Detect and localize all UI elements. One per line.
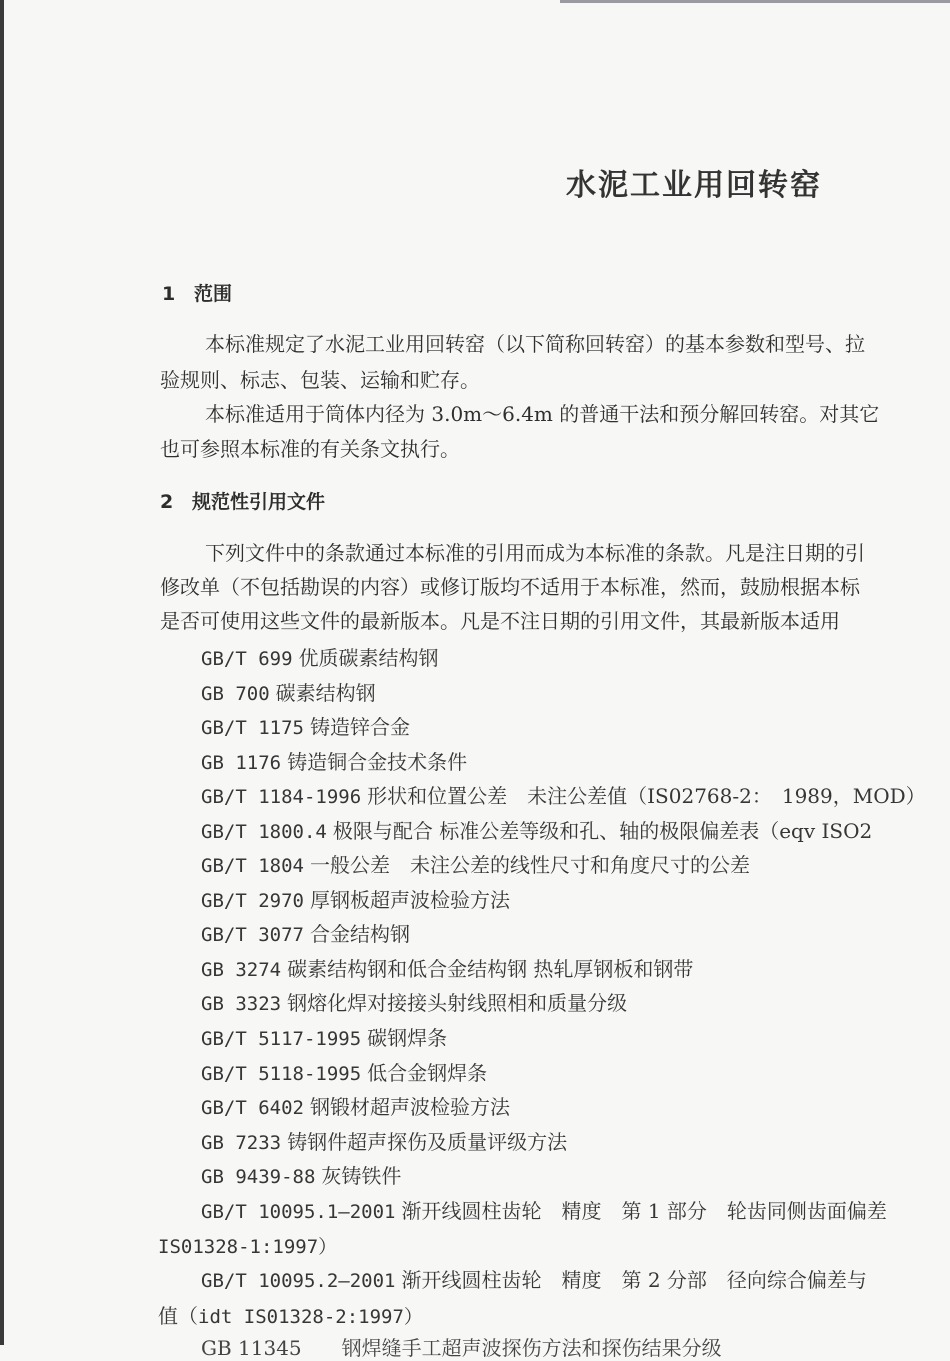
reference-code: GB 7233 <box>201 1132 282 1154</box>
section-1-para-1-line-1: 本标准规定了水泥工业用回转窑（以下简称回转窑）的基本参数和型号、拉 <box>205 332 865 356</box>
reference-item <box>201 953 693 982</box>
reference-title: 铸造铜合金技术条件 <box>287 750 468 774</box>
reference-item <box>201 1057 487 1086</box>
reference-code: GB 9439-88 <box>201 1166 316 1188</box>
reference-code: GB/T 699 <box>201 648 293 670</box>
reference-code: GB/T 6402 <box>201 1097 304 1119</box>
reference-code: GB/T 10095.2—2001 <box>201 1270 396 1292</box>
reference-item <box>201 780 926 809</box>
reference-item <box>201 815 872 844</box>
reference-item <box>201 1126 567 1155</box>
cut-off-reference-line <box>201 1330 801 1360</box>
reference-title: 形状和位置公差 未注公差值（IS02768-2： 1989，MOD） <box>367 784 926 808</box>
reference-item <box>201 987 627 1016</box>
reference-code: GB 3323 <box>201 993 282 1015</box>
reference-code: GB/T 3077 <box>201 924 304 946</box>
reference-title: 铸造锌合金 <box>309 715 410 739</box>
reference-item <box>201 1022 447 1051</box>
reference-continuation-text: idt IS01328-2:1997） <box>198 1306 423 1328</box>
reference-continuation-prefix: 值（ <box>158 1304 198 1328</box>
reference-title: 优质碳素结构钢 <box>298 646 439 670</box>
section-2-para-line-3: 是否可使用这些文件的最新版本。凡是不注日期的引用文件，其最新版本适用 <box>160 609 840 633</box>
reference-title: 碳素结构钢 <box>275 681 376 705</box>
reference-code: GB 700 <box>201 683 270 705</box>
reference-title: 渐开线圆柱齿轮 精度 第 1 部分 轮齿同侧齿面偏差 <box>401 1199 887 1223</box>
reference-title: 厚钢板超声波检验方法 <box>309 888 510 912</box>
reference-title: 碳素结构钢和低合金结构钢 热轧厚钢板和钢带 <box>287 957 694 981</box>
reference-item <box>201 1195 887 1224</box>
reference-item <box>201 849 750 878</box>
reference-code: GB/T 5118-1995 <box>201 1063 362 1085</box>
reference-title: 渐开线圆柱齿轮 精度 第 2 分部 径向综合偏差与 <box>401 1268 867 1292</box>
section-1-para-2-line-1: 本标准适用于筒体内径为 3.0m～6.4m 的普通干法和预分解回转窑。对其它 <box>205 402 880 426</box>
reference-continuation-text: IS01328-1:1997） <box>158 1236 338 1258</box>
reference-code: GB/T 10095.1—2001 <box>201 1201 396 1223</box>
reference-title: 一般公差 未注公差的线性尺寸和角度尺寸的公差 <box>309 853 750 877</box>
reference-continuation <box>158 1300 423 1329</box>
section-2-para-line-1: 下列文件中的条款通过本标准的引用而成为本标准的条款。凡是注日期的引 <box>205 541 865 565</box>
reference-title: 低合金钢焊条 <box>367 1061 488 1085</box>
reference-title: 铸钢件超声探伤及质量评级方法 <box>287 1130 568 1154</box>
reference-code: GB 1176 <box>201 752 282 774</box>
section-1-para-2-line-2: 也可参照本标准的有关条文执行。 <box>160 437 460 461</box>
reference-title: 钢锻材超声波检验方法 <box>309 1095 510 1119</box>
section-2-heading <box>160 487 325 514</box>
reference-item <box>201 746 467 775</box>
reference-code: GB/T 2970 <box>201 890 304 912</box>
reference-continuation <box>158 1232 337 1259</box>
reference-item <box>201 918 410 947</box>
section-2-para-line-2: 修改单（不包括勘误的内容）或修订版均不适用于本标准，然而，鼓励根据本标 <box>160 575 860 599</box>
reference-code: GB 3274 <box>201 959 282 981</box>
reference-item <box>201 1264 867 1293</box>
reference-title: 钢熔化焊对接接头射线照相和质量分级 <box>287 991 628 1015</box>
reference-item <box>201 642 439 671</box>
reference-title: 碳钢焊条 <box>367 1026 448 1050</box>
scan-edge-left <box>0 0 4 1345</box>
reference-code: GB/T 1800.4 <box>201 821 327 843</box>
scan-edge-top <box>560 0 950 3</box>
reference-item <box>201 884 510 913</box>
section-1-title: 范围 <box>194 283 233 305</box>
document-title: 水泥工业用回转窑 <box>566 168 822 203</box>
section-1-para-1-line-2: 验规则、标志、包装、运输和贮存。 <box>160 368 480 392</box>
reference-item <box>201 1160 401 1189</box>
section-2-number: 2 <box>160 491 174 513</box>
section-2-title: 规范性引用文件 <box>192 491 326 513</box>
reference-title: 合金结构钢 <box>309 922 410 946</box>
reference-code: GB/T 5117-1995 <box>201 1028 362 1050</box>
reference-code: GB/T 1175 <box>201 717 304 739</box>
reference-item <box>201 1091 510 1120</box>
cut-off-reference-text: GB 11345 钢焊缝手工超声波探伤方法和探伤结果分级 <box>201 1336 722 1360</box>
reference-title: 灰铸铁件 <box>321 1164 402 1188</box>
reference-code: GB/T 1804 <box>201 855 304 877</box>
reference-title: 极限与配合 标准公差等级和孔、轴的极限偏差表（eqv ISO2 <box>332 819 873 843</box>
reference-item <box>201 711 410 740</box>
reference-code: GB/T 1184-1996 <box>201 786 362 808</box>
section-1-number: 1 <box>162 283 176 305</box>
reference-item <box>201 677 376 706</box>
section-1-heading <box>162 279 232 306</box>
